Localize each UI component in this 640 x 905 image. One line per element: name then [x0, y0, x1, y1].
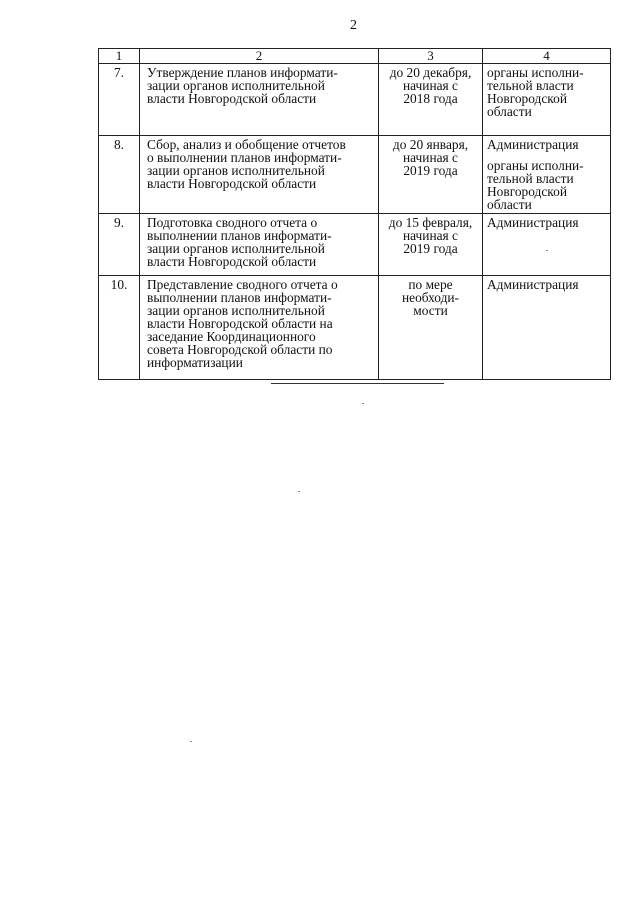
- text-line: тельной власти: [487, 171, 574, 186]
- text-line: Утверждение планов информати-: [147, 65, 338, 80]
- text-line: 2019 года: [403, 163, 458, 178]
- page-number: 2: [350, 18, 357, 33]
- text-line: власти Новгородской области на: [147, 316, 333, 331]
- deadline: [379, 276, 483, 380]
- text-line: области: [487, 104, 532, 119]
- scan-speck: [298, 491, 300, 492]
- text-line: Подготовка сводного отчета о: [147, 215, 318, 230]
- table-row: [99, 214, 611, 276]
- text-line: Сбор, анализ и обобщение отчетов: [147, 137, 346, 152]
- text-line: органы исполни-: [487, 158, 584, 173]
- scan-speck: [546, 250, 548, 251]
- text-line: зации органов исполнительной: [147, 163, 325, 178]
- responsible: [483, 276, 611, 380]
- text-line: до 20 января,: [392, 137, 469, 152]
- text-line: начиная с: [402, 228, 459, 243]
- task-description: [140, 64, 379, 136]
- text-line: власти Новгородской области: [147, 176, 317, 191]
- table-header-row: [99, 49, 611, 64]
- text-line: тельной власти: [487, 78, 574, 93]
- row-number: 10.: [99, 276, 140, 380]
- responsible: [483, 64, 611, 136]
- text-line: мости: [413, 303, 448, 318]
- text-line: выполнении планов информати-: [147, 228, 332, 243]
- task-description: [140, 214, 379, 276]
- plan-table: [98, 48, 611, 380]
- deadline: [379, 64, 483, 136]
- text-line: власти Новгородской области: [147, 254, 317, 269]
- table-row: [99, 276, 611, 380]
- text-line: 2018 года: [403, 91, 458, 106]
- text-line: Администрация: [487, 215, 579, 230]
- text-line: совета Новгородской области по: [147, 342, 333, 357]
- text-line: Новгородской: [487, 91, 567, 106]
- deadline: [379, 214, 483, 276]
- text-line: зации органов исполнительной: [147, 303, 325, 318]
- header-cell: 1: [99, 49, 140, 64]
- row-number: 7.: [99, 64, 140, 136]
- responsible: [483, 136, 611, 214]
- text-line: Администрация: [487, 137, 579, 152]
- closing-rule: [271, 383, 444, 384]
- text-line: по мере: [408, 277, 453, 292]
- text-line: зации органов исполнительной: [147, 241, 325, 256]
- text-line: 2019 года: [403, 241, 458, 256]
- table-row: [99, 64, 611, 136]
- text-line: Администрация: [487, 277, 579, 292]
- text-line: информатизации: [147, 355, 243, 370]
- task-description: [140, 276, 379, 380]
- scan-speck: [362, 403, 364, 404]
- text-line: до 15 февраля,: [388, 215, 473, 230]
- text-line: власти Новгородской области: [147, 91, 317, 106]
- row-number: 9.: [99, 214, 140, 276]
- header-cell: 3: [379, 49, 483, 64]
- table-row: [99, 136, 611, 214]
- text-line: до 20 декабря,: [389, 65, 472, 80]
- text-line: Представление сводного отчета о: [147, 277, 338, 292]
- text-line: о выполнении планов информати-: [147, 150, 342, 165]
- header-cell: 4: [483, 49, 611, 64]
- header-cell: 2: [140, 49, 379, 64]
- text-line: зации органов исполнительной: [147, 78, 325, 93]
- text-line: начиная с: [402, 78, 459, 93]
- scan-speck: [190, 741, 192, 742]
- text-line: выполнении планов информати-: [147, 290, 332, 305]
- row-number: 8.: [99, 136, 140, 214]
- text-line: заседание Координационного: [147, 329, 316, 344]
- responsible: [483, 214, 611, 276]
- task-description: [140, 136, 379, 214]
- text-line: необходи-: [401, 290, 460, 305]
- text-line: Новгородской: [487, 184, 567, 199]
- text-line: начиная с: [402, 150, 459, 165]
- deadline: [379, 136, 483, 214]
- text-line: органы исполни-: [487, 65, 584, 80]
- text-line: области: [487, 197, 532, 212]
